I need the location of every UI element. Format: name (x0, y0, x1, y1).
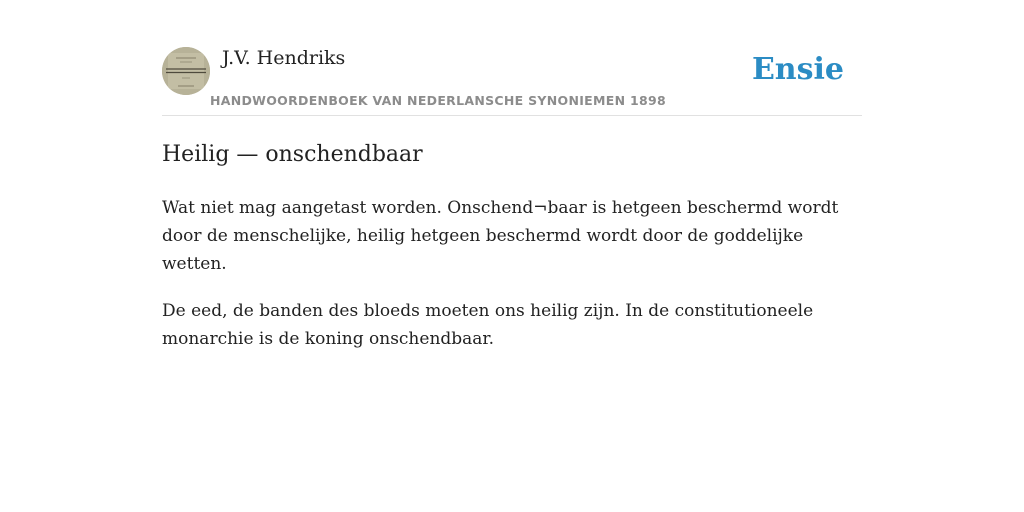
entry-card (162, 0, 862, 372)
book-title[interactable]: HANDWOORDENBOEK VAN NEDERLANSCHE SYNONIEMEN 1898 (210, 93, 667, 108)
definition-paragraph: Wat niet mag aangetast worden. Onschend¬baar is hetgeen beschermd wordt door de menschelijke, heilig hetgeen beschermd wordt door de goddelijke wetten. (162, 198, 839, 274)
author-name[interactable]: J.V. Hendriks (222, 47, 346, 69)
definition-body (162, 194, 862, 353)
definition-paragraph: De eed, de banden des bloeds moeten ons heilig zijn. In de constitutioneele monarchie is de koning onschendbaar. (162, 301, 814, 349)
ensie-logo[interactable]: Ensie (751, 52, 844, 87)
book-cover-icon[interactable] (162, 47, 210, 95)
entry-title: Heilig — onschendbaar (162, 142, 423, 167)
entry-header (162, 0, 862, 116)
